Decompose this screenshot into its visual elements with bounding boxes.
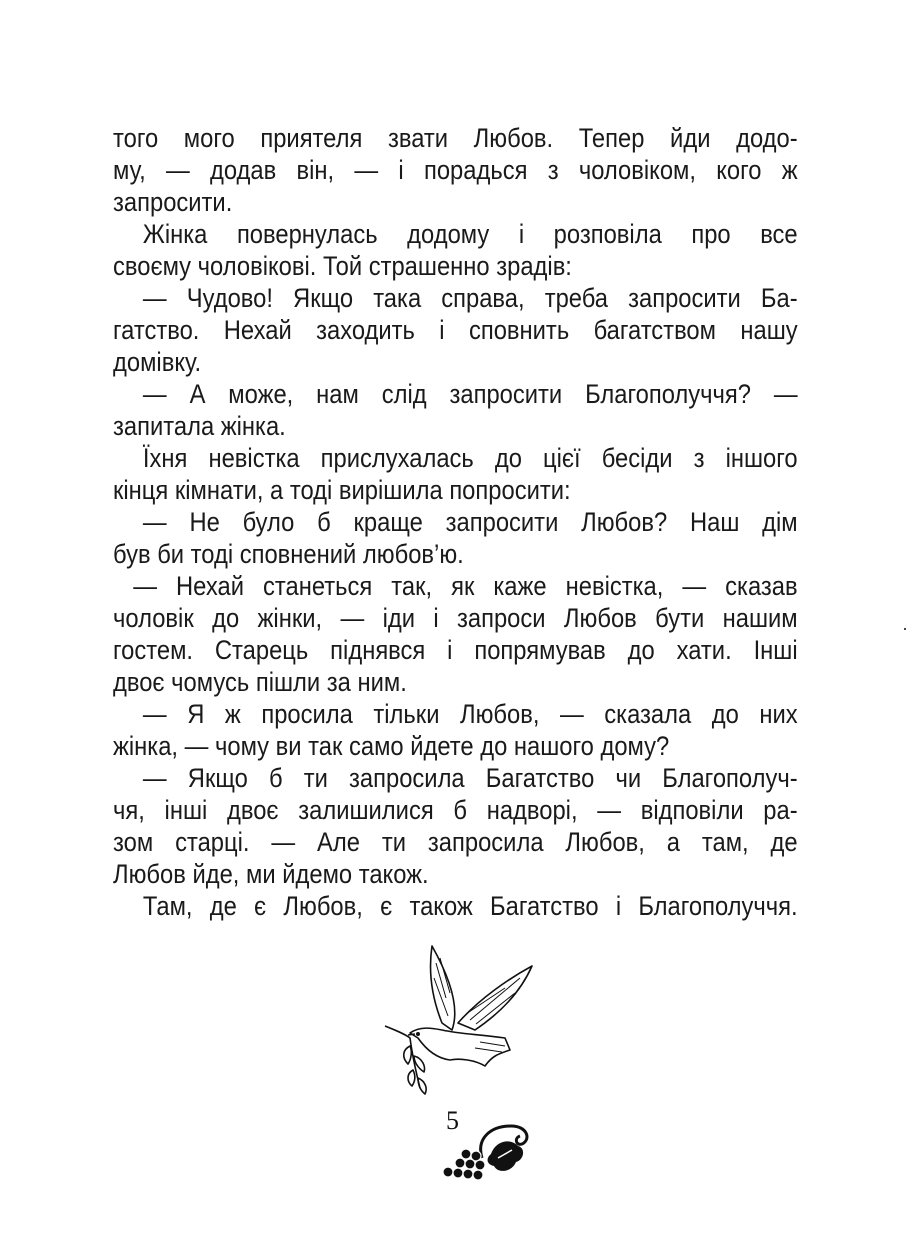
text-line: кінця кімнати, а тоді вирішила попросити:: [113, 475, 571, 505]
text-line: запросити.: [113, 187, 233, 217]
text-line: чя, інші двоє залишилися б надворі, — відповіли ра‑: [113, 795, 798, 825]
page-number: 5: [446, 1106, 459, 1135]
text-line: Любов йде, ми йдемо також.: [113, 859, 429, 889]
text-line: жінка, — чому ви так само йдете до нашого дому?: [113, 731, 670, 761]
text-line: — Нехай станеться так, як каже невістка, — сказав: [133, 571, 798, 601]
text-line: запитала жінка.: [113, 411, 286, 441]
story-text: [113, 122, 798, 922]
text-line: двоє чомусь пішли за ним.: [113, 667, 407, 697]
text-line: — Не було б краще запросити Любов? Наш дім: [142, 507, 798, 537]
text-line: му, — додав він, — і порадься з чоловіком, кого ж: [113, 155, 798, 185]
text-line: Їхня невістка прислухалась до цієї бесіди з іншого: [142, 443, 798, 473]
text-line: зом старці. — Але ти запросила Любов, а там, де: [113, 827, 798, 857]
text-line: Там, де є Любов, є також Багатство і Благополуччя.: [142, 891, 798, 921]
text-line: гостем. Старець піднявся і попрямував до хати. Інші: [113, 635, 798, 665]
grape-vine-ornament-icon: [436, 1118, 536, 1180]
text-line: — Якщо б ти запросила Багатство чи Благополуч‑: [142, 763, 798, 793]
text-line: того мого приятеля звати Любов. Тепер йди додо‑: [113, 123, 798, 153]
text-line: Жінка повернулась додому і розповіла про все: [142, 219, 798, 249]
text-line: — Я ж просила тільки Любов, — сказала до них: [142, 699, 798, 729]
text-line: своєму чоловікові. Той страшенно зрадів:: [113, 251, 572, 281]
dove-illustration: [380, 938, 540, 1098]
text-line: чоловік до жінки, — іди і запроси Любов бути нашим: [113, 603, 798, 633]
text-line: був би тоді сповнений любов’ю.: [113, 539, 464, 569]
text-line: гатство. Нехай заходить і сповнить багатством нашу: [113, 315, 798, 345]
text-line: домівку.: [113, 347, 202, 377]
text-line: — А може, нам слід запросити Благополуччя? —: [142, 379, 798, 409]
text-line: — Чудово! Якщо така справа, треба запросити Ба‑: [142, 283, 798, 313]
scan-speck: [904, 628, 906, 630]
